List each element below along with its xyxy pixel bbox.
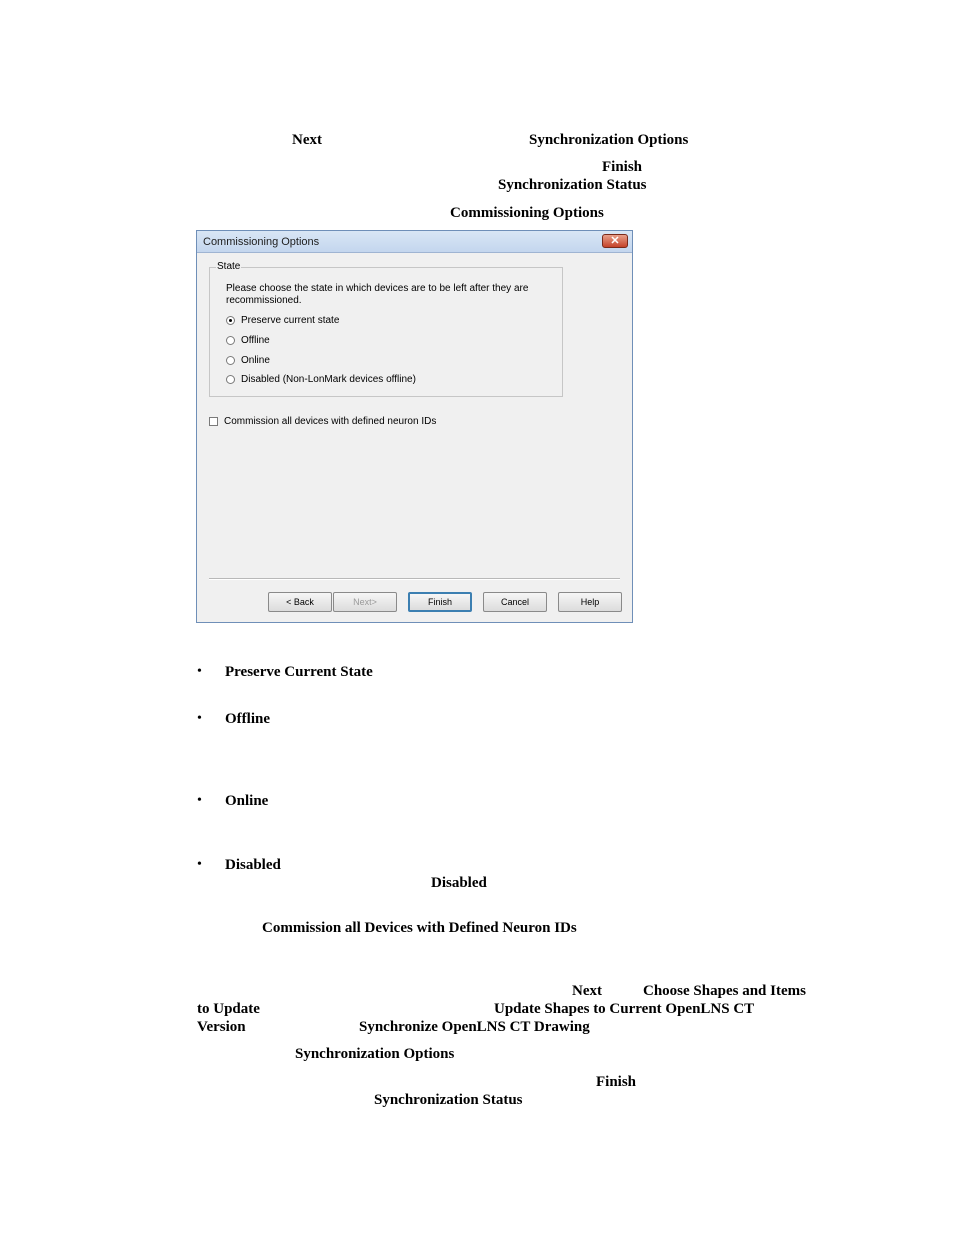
bullet-online: Online	[225, 793, 269, 809]
radio-label: Online	[241, 355, 270, 366]
bullet-disabled: Disabled	[225, 857, 281, 873]
sync-drawing-term: Synchronize OpenLNS CT Drawing	[359, 1019, 590, 1035]
radio-button[interactable]	[226, 336, 235, 345]
version-term: Version	[197, 1019, 246, 1035]
radio-button[interactable]	[226, 356, 235, 365]
commission-all-checkbox[interactable]	[209, 417, 218, 426]
bullet-symbol: •	[197, 664, 202, 679]
radio-label: Preserve current state	[241, 315, 340, 326]
state-group-label: State	[217, 261, 241, 272]
bullet-symbol: •	[197, 857, 202, 872]
commission-all-term: Commission all Devices with Defined Neuron IDs	[262, 920, 577, 936]
close-icon[interactable]: ✕	[602, 234, 628, 248]
commission-all-label: Commission all devices with defined neuron IDs	[224, 416, 437, 427]
finish-button[interactable]: Finish	[408, 592, 472, 612]
radio-button[interactable]	[226, 375, 235, 384]
dialog-title: Commissioning Options	[203, 236, 320, 248]
cancel-button[interactable]: Cancel	[483, 592, 547, 612]
sync-options-term-2: Synchronization Options	[295, 1046, 455, 1062]
bullet-symbol: •	[197, 793, 202, 808]
radio-label: Offline	[241, 335, 270, 346]
next-term-2: Next	[572, 983, 602, 999]
radio-button[interactable]	[226, 316, 235, 325]
help-button[interactable]: Help	[558, 592, 622, 612]
dialog-titlebar	[197, 231, 632, 253]
sync-status-term-2: Synchronization Status	[374, 1092, 523, 1108]
state-instruction: Please choose the state in which devices are to be left after they are recommissioned.	[226, 283, 529, 306]
update-shapes-term: Update Shapes to Current OpenLNS CT	[494, 1001, 755, 1017]
sync-options-term: Synchronization Options	[529, 132, 689, 148]
disabled-term: Disabled	[431, 875, 487, 891]
radio-label: Disabled (Non-LonMark devices offline)	[241, 374, 416, 385]
state-group	[209, 261, 563, 397]
button-separator	[209, 578, 620, 580]
sync-status-term: Synchronization Status	[498, 177, 647, 193]
next-button[interactable]: Next>	[333, 592, 397, 612]
bullet-offline: Offline	[225, 711, 270, 727]
commissioning-options-dialog	[196, 230, 633, 623]
next-term: Next	[292, 132, 322, 148]
back-button[interactable]: < Back	[268, 592, 332, 612]
choose-shapes-term: Choose Shapes and Items	[643, 983, 806, 999]
bullet-preserve-current-state: Preserve Current State	[225, 664, 373, 680]
commissioning-options-term: Commissioning Options	[450, 205, 604, 221]
finish-term: Finish	[602, 159, 643, 175]
finish-term-2: Finish	[596, 1074, 637, 1090]
to-update-term: to Update	[197, 1001, 260, 1017]
bullet-symbol: •	[197, 711, 202, 726]
